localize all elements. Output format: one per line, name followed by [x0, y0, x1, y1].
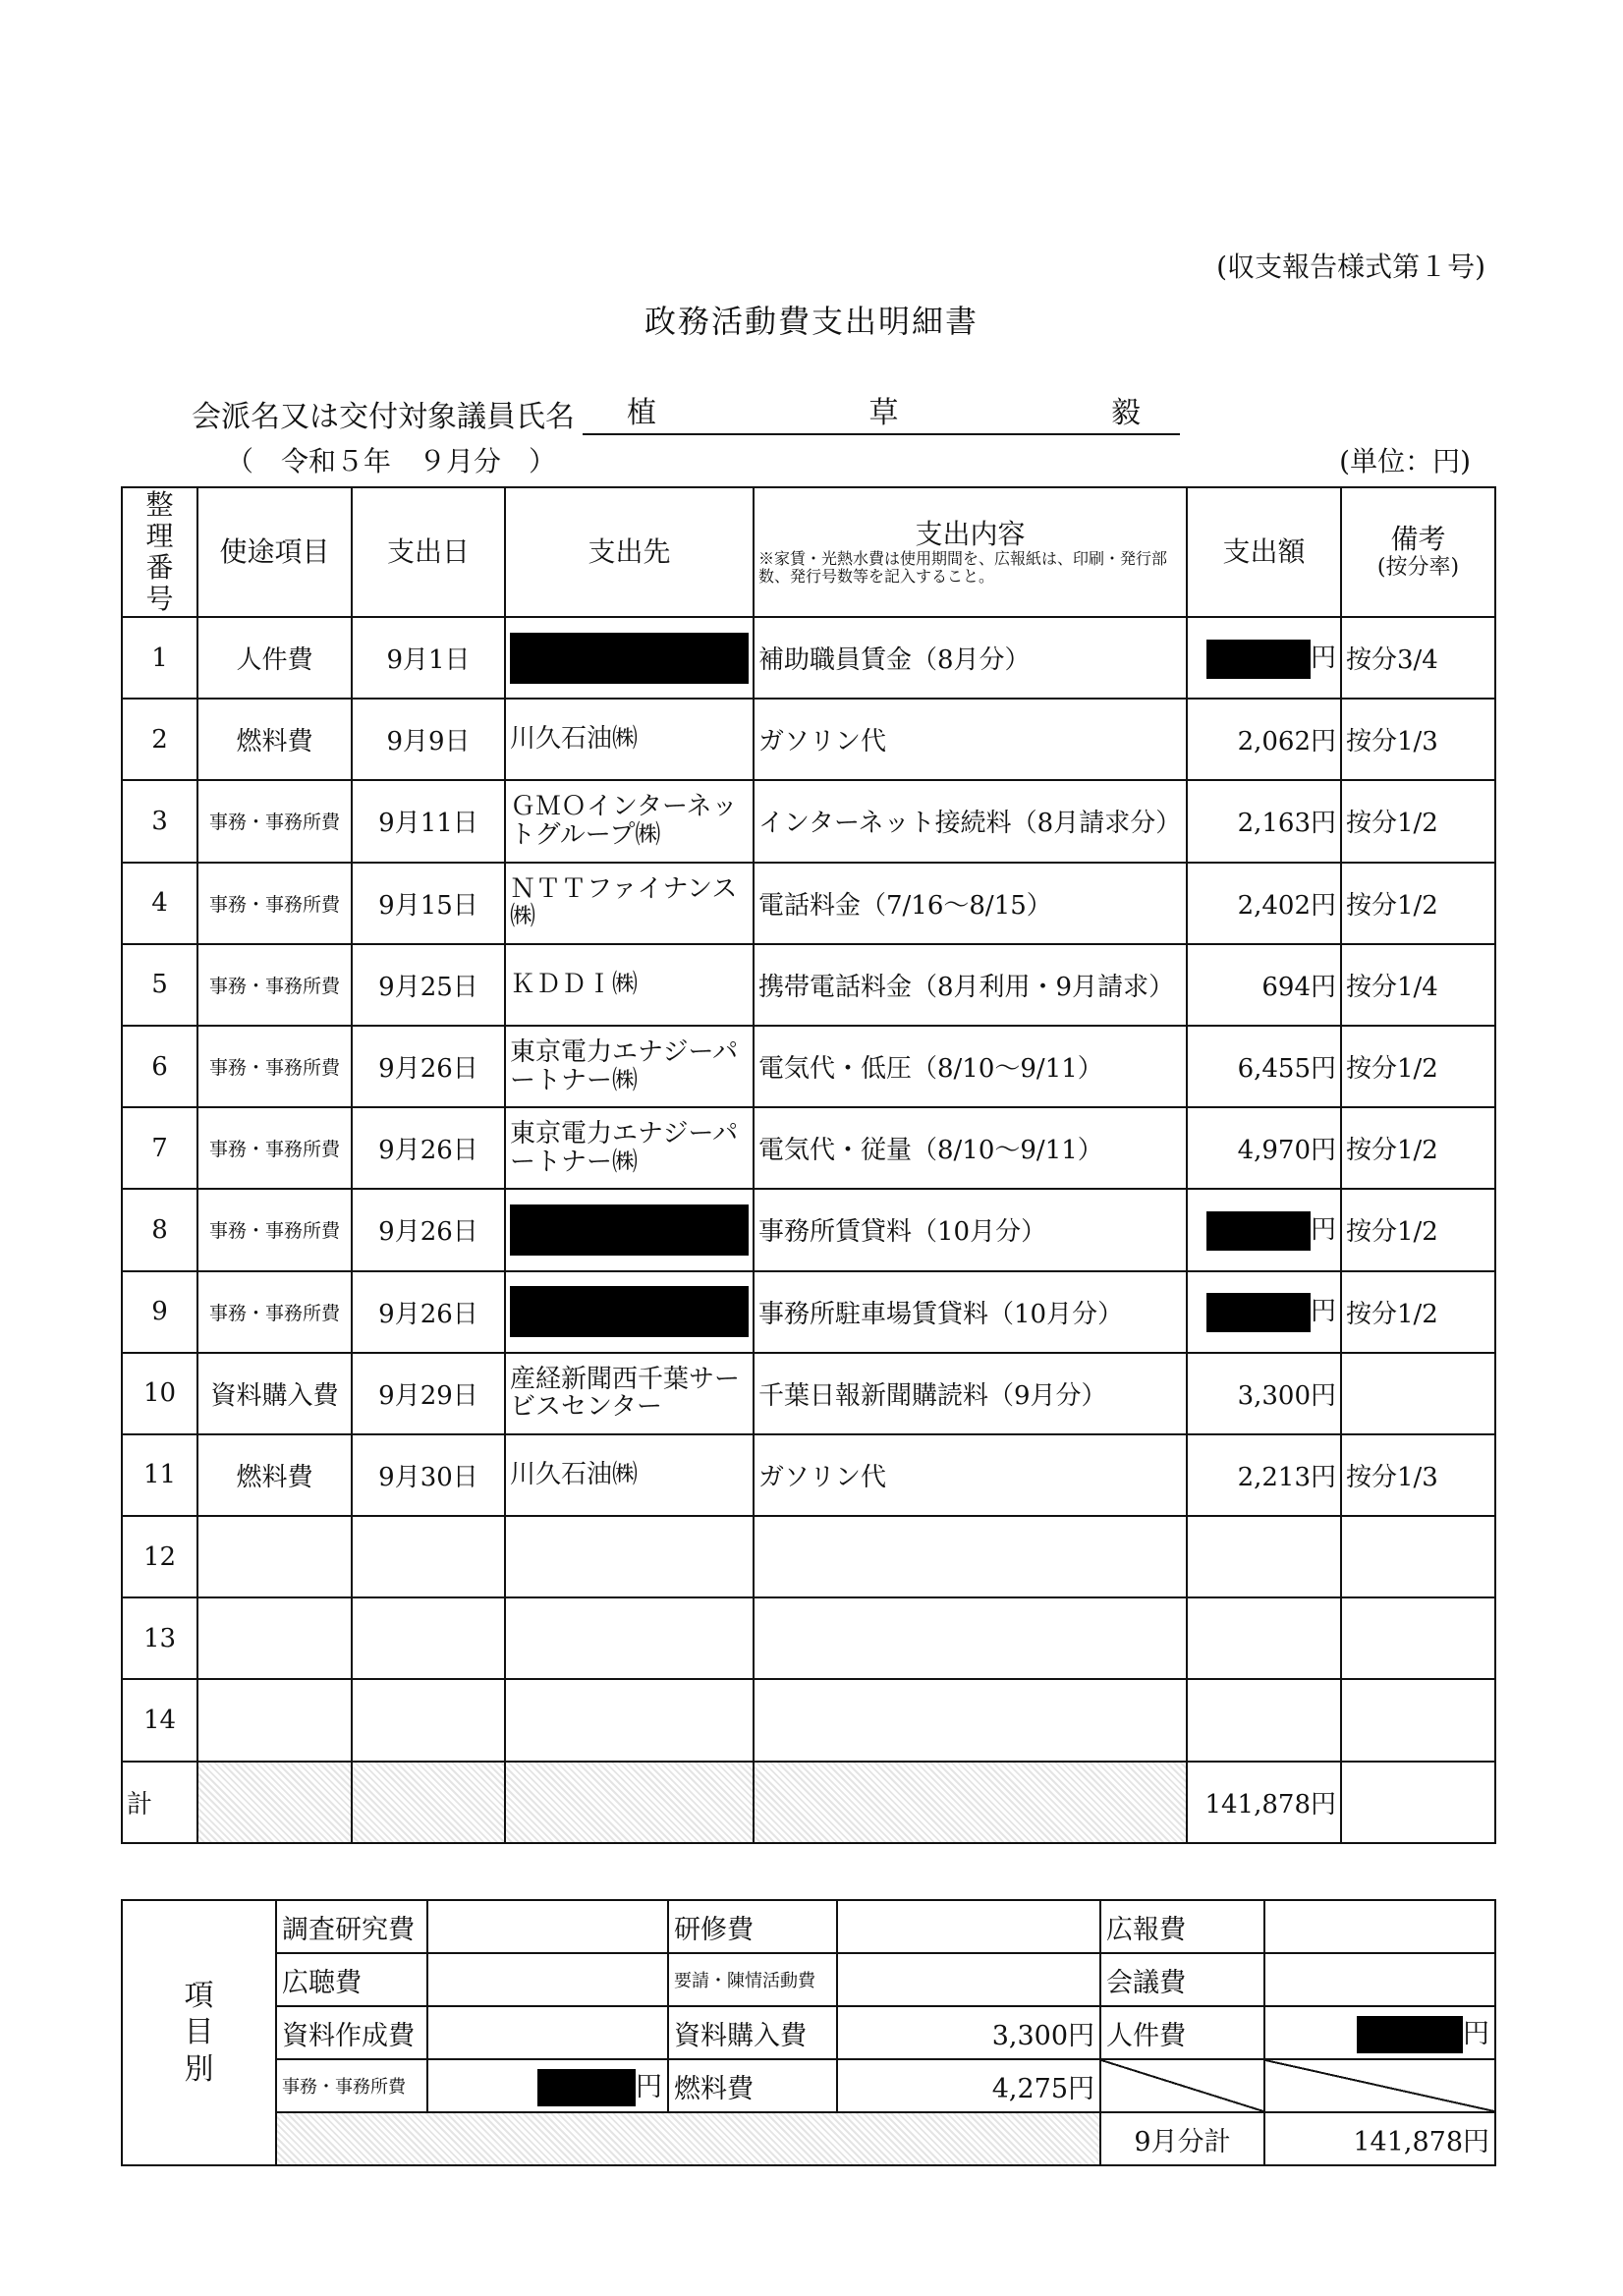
row-payee: 産経新聞西千葉サービスセンター — [505, 1353, 754, 1434]
row-amount: 2,062円 — [1187, 699, 1341, 780]
row-remarks: 按分1/2 — [1341, 1271, 1495, 1353]
summary-value-redacted: 円 — [1264, 2006, 1495, 2059]
table-row — [122, 1353, 1495, 1434]
col-remarks: 備考 (按分率) — [1341, 487, 1495, 617]
table-row — [122, 1679, 1495, 1761]
col-no: 整理番号 — [122, 487, 197, 617]
row-number: 4 — [122, 863, 197, 944]
row-remarks: 按分1/4 — [1341, 944, 1495, 1026]
member-name: 植 草 毅 — [583, 388, 1180, 435]
row-date — [352, 1679, 505, 1761]
redaction-block — [1357, 2016, 1463, 2053]
row-remarks: 按分3/4 — [1341, 617, 1495, 699]
table-row — [122, 617, 1495, 699]
summary-side-label: 項目別 — [122, 1900, 276, 2165]
summary-value — [1264, 1953, 1495, 2006]
row-category: 人件費 — [197, 617, 352, 699]
month-total-label: 9月分計 — [1100, 2112, 1264, 2165]
row-category: 燃料費 — [197, 699, 352, 780]
redaction-block — [537, 2069, 636, 2106]
summary-value — [837, 1900, 1100, 1953]
redaction-block — [510, 1286, 749, 1337]
row-category: 事務・事務所費 — [197, 780, 352, 862]
summary-table — [121, 1899, 1496, 2166]
row-number: 11 — [122, 1434, 197, 1516]
row-date: 9月15日 — [352, 863, 505, 944]
row-content: ガソリン代 — [754, 1434, 1187, 1516]
expenditure-table — [121, 486, 1496, 1844]
summary-label: 資料購入費 — [668, 2006, 837, 2059]
row-category: 事務・事務所費 — [197, 1107, 352, 1189]
row-remarks: 按分1/3 — [1341, 1434, 1495, 1516]
table-row — [122, 780, 1495, 862]
table-row — [122, 1189, 1495, 1270]
summary-value — [427, 1900, 668, 1953]
summary-value — [1264, 1900, 1495, 1953]
row-amount: 4,970円 — [1187, 1107, 1341, 1189]
summary-label: 研修費 — [668, 1900, 837, 1953]
row-content: 電話料金（7/16～8/15） — [754, 863, 1187, 944]
row-number: 1 — [122, 617, 197, 699]
row-remarks — [1341, 1516, 1495, 1597]
row-amount — [1187, 1597, 1341, 1679]
unit-label: (単位：円) — [1339, 445, 1471, 477]
row-date: 9月9日 — [352, 699, 505, 780]
summary-label: 広報費 — [1100, 1900, 1264, 1953]
month-total-value: 141,878円 — [1264, 2112, 1495, 2165]
table-row — [122, 1271, 1495, 1353]
row-date: 9月1日 — [352, 617, 505, 699]
row-remarks — [1341, 1597, 1495, 1679]
redaction-block — [1206, 640, 1311, 679]
row-content: ガソリン代 — [754, 699, 1187, 780]
row-number: 12 — [122, 1516, 197, 1597]
row-number: 13 — [122, 1597, 197, 1679]
summary-label: 人件費 — [1100, 2006, 1264, 2059]
row-date: 9月26日 — [352, 1107, 505, 1189]
row-date: 9月26日 — [352, 1271, 505, 1353]
row-payee — [505, 1271, 754, 1353]
row-payee: 東京電力エナジーパートナー㈱ — [505, 1107, 754, 1189]
form-number: (収支報告様式第１号) — [1216, 251, 1485, 283]
row-number: 2 — [122, 699, 197, 780]
row-amount: 円 — [1187, 617, 1341, 699]
row-payee: 川久石油㈱ — [505, 699, 754, 780]
row-payee: 川久石油㈱ — [505, 1434, 754, 1516]
summary-value — [837, 1953, 1100, 2006]
row-content: 事務所駐車場賃貸料（10月分） — [754, 1271, 1187, 1353]
row-remarks: 按分1/2 — [1341, 780, 1495, 862]
row-payee: ＧＭＯインターネットグループ㈱ — [505, 780, 754, 862]
row-amount: 2,213円 — [1187, 1434, 1341, 1516]
redaction-block — [510, 1204, 749, 1256]
row-content: 補助職員賃金（8月分） — [754, 617, 1187, 699]
row-date: 9月26日 — [352, 1189, 505, 1270]
row-number: 5 — [122, 944, 197, 1026]
row-remarks — [1341, 1679, 1495, 1761]
row-category: 事務・事務所費 — [197, 1271, 352, 1353]
report-period: （ 令和５年 ９月分 ） — [226, 445, 557, 477]
summary-label: 会議費 — [1100, 1953, 1264, 2006]
table-row — [122, 1107, 1495, 1189]
row-payee — [505, 617, 754, 699]
page-title: 政務活動費支出明細書 — [644, 303, 979, 340]
row-content: 電気代・低圧（8/10～9/11） — [754, 1026, 1187, 1107]
summary-value: 4,275円 — [837, 2059, 1100, 2112]
summary-label: 広聴費 — [276, 1953, 427, 2006]
row-category: 事務・事務所費 — [197, 1026, 352, 1107]
row-remarks: 按分1/2 — [1341, 1107, 1495, 1189]
row-amount: 円 — [1187, 1271, 1341, 1353]
row-date: 9月25日 — [352, 944, 505, 1026]
row-content: 千葉日報新聞購読料（9月分） — [754, 1353, 1187, 1434]
summary-value — [427, 2006, 668, 2059]
table-row — [122, 1434, 1495, 1516]
table-row — [122, 699, 1495, 780]
table-row — [122, 863, 1495, 944]
row-content — [754, 1679, 1187, 1761]
row-category: 事務・事務所費 — [197, 944, 352, 1026]
row-remarks: 按分1/2 — [1341, 863, 1495, 944]
row-amount — [1187, 1679, 1341, 1761]
summary-value: 3,300円 — [837, 2006, 1100, 2059]
col-amount: 支出額 — [1187, 487, 1341, 617]
row-payee: ＮＴＴファイナンス㈱ — [505, 863, 754, 944]
table-row — [122, 1026, 1495, 1107]
row-number: 7 — [122, 1107, 197, 1189]
row-number: 6 — [122, 1026, 197, 1107]
row-date: 9月29日 — [352, 1353, 505, 1434]
row-content: 事務所賃貸料（10月分） — [754, 1189, 1187, 1270]
total-amount: 141,878円 — [1187, 1762, 1341, 1843]
row-number: 14 — [122, 1679, 197, 1761]
row-date: 9月30日 — [352, 1434, 505, 1516]
row-payee — [505, 1597, 754, 1679]
row-number: 10 — [122, 1353, 197, 1434]
total-label: 計 — [122, 1762, 197, 1843]
row-number: 8 — [122, 1189, 197, 1270]
row-date: 9月26日 — [352, 1026, 505, 1107]
row-amount: 2,163円 — [1187, 780, 1341, 862]
row-number: 3 — [122, 780, 197, 862]
row-content — [754, 1516, 1187, 1597]
member-row — [192, 388, 1180, 435]
row-category — [197, 1597, 352, 1679]
member-label: 会派名又は交付対象議員氏名 — [192, 400, 575, 434]
col-content: 支出内容 ※家賃・光熱水費は使用期間を、広報紙は、印刷・発行部数、発行号数等を記入すること。 — [754, 487, 1187, 617]
row-content: 電気代・従量（8/10～9/11） — [754, 1107, 1187, 1189]
summary-value-redacted: 円 — [427, 2059, 668, 2112]
row-category: 事務・事務所費 — [197, 1189, 352, 1270]
row-amount — [1187, 1516, 1341, 1597]
total-row — [122, 1762, 1495, 1843]
redaction-block — [510, 633, 749, 684]
row-payee: 東京電力エナジーパートナー㈱ — [505, 1026, 754, 1107]
row-content: 携帯電話料金（8月利用・9月請求） — [754, 944, 1187, 1026]
row-remarks: 按分1/3 — [1341, 699, 1495, 780]
row-amount: 6,455円 — [1187, 1026, 1341, 1107]
content-note: ※家賃・光熱水費は使用期間を、広報紙は、印刷・発行部数、発行号数等を記入すること。 — [758, 548, 1168, 587]
row-number: 9 — [122, 1271, 197, 1353]
summary-label: 要請・陳情活動費 — [668, 1953, 837, 2006]
row-payee: ＫＤＤＩ㈱ — [505, 944, 754, 1026]
col-category: 使途項目 — [197, 487, 352, 617]
table-row — [122, 1597, 1495, 1679]
summary-label: 調査研究費 — [276, 1900, 427, 1953]
row-content — [754, 1597, 1187, 1679]
row-payee — [505, 1189, 754, 1270]
row-date — [352, 1597, 505, 1679]
row-date — [352, 1516, 505, 1597]
col-date: 支出日 — [352, 487, 505, 617]
row-amount: 2,402円 — [1187, 863, 1341, 944]
row-date: 9月11日 — [352, 780, 505, 862]
row-category — [197, 1516, 352, 1597]
summary-label: 燃料費 — [668, 2059, 837, 2112]
row-payee — [505, 1516, 754, 1597]
row-remarks: 按分1/2 — [1341, 1189, 1495, 1270]
summary-label: 事務・事務所費 — [276, 2059, 427, 2112]
col-payee: 支出先 — [505, 487, 754, 617]
row-category: 事務・事務所費 — [197, 863, 352, 944]
row-payee — [505, 1679, 754, 1761]
redaction-block — [1206, 1293, 1311, 1332]
table-row — [122, 1516, 1495, 1597]
row-category: 資料購入費 — [197, 1353, 352, 1434]
row-amount: 694円 — [1187, 944, 1341, 1026]
redaction-block — [1206, 1211, 1311, 1251]
row-remarks — [1341, 1353, 1495, 1434]
summary-label: 資料作成費 — [276, 2006, 427, 2059]
row-remarks: 按分1/2 — [1341, 1026, 1495, 1107]
row-category: 燃料費 — [197, 1434, 352, 1516]
summary-value — [427, 1953, 668, 2006]
row-amount: 3,300円 — [1187, 1353, 1341, 1434]
row-content: インターネット接続料（8月請求分） — [754, 780, 1187, 862]
row-category — [197, 1679, 352, 1761]
table-row — [122, 944, 1495, 1026]
row-amount: 円 — [1187, 1189, 1341, 1270]
